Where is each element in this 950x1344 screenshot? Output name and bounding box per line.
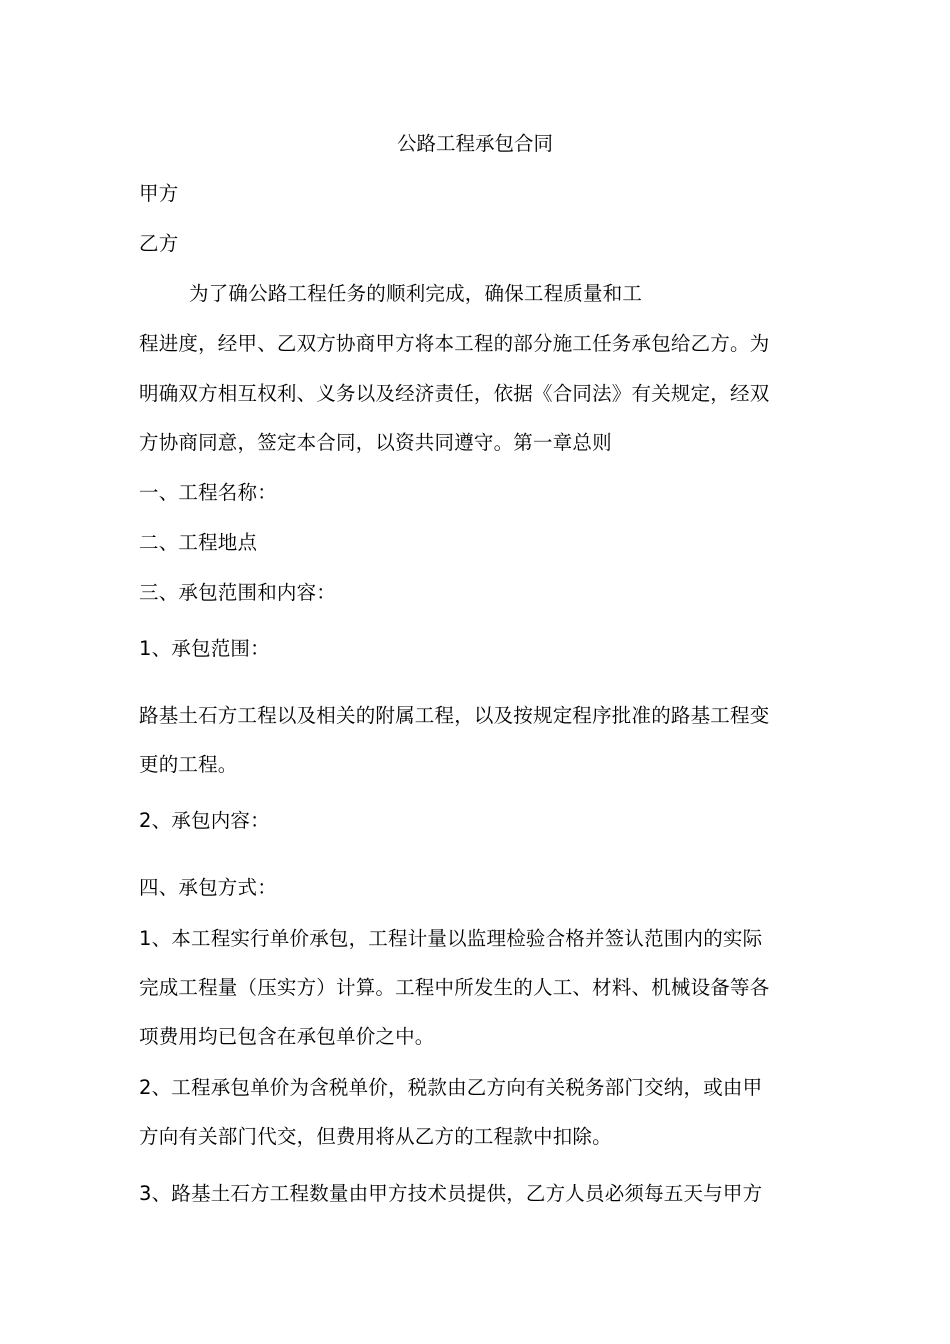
content-label: 2、承包内容： [139,809,270,832]
method-paragraph-2: 方向有关部门代交，但费用将从乙方的工程款中扣除。 [139,1125,612,1148]
scope-label: 1、承包范围： [139,637,270,660]
preamble-line: 方协商同意，签定本合同，以资共同遵守。第一章总则 [139,431,612,454]
party-b-label: 乙方 [139,232,179,255]
scope-text: 路基土石方工程以及相关的附属工程，以及按规定程序批准的路基工程变 [139,704,770,727]
document-title: 公路工程承包合同 [396,132,553,155]
method-paragraph-1: 完成工程量（压实方）计算。工程中所发生的人工、材料、机械设备等各 [139,976,770,999]
party-a-label: 甲方 [139,182,179,205]
section-scope-content: 三、承包范围和内容： [139,581,337,604]
section-project-location: 二、工程地点 [139,531,258,554]
section-project-name: 一、工程名称： [139,481,277,504]
preamble-line: 程进度，经甲、乙双方协商甲方将本工程的部分施工任务承包给乙方。为 [139,332,770,355]
scope-text: 更的工程。 [139,753,238,776]
method-paragraph-3: 3、路基土石方工程数量由甲方技术员提供，乙方人员必须每五天与甲方 [139,1182,763,1205]
section-contract-method: 四、承包方式： [139,876,277,899]
preamble-line: 明确双方相互权利、义务以及经济责任，依据《合同法》有关规定，经双 [139,382,770,405]
method-paragraph-1: 项费用均已包含在承包单价之中。 [139,1025,435,1048]
method-paragraph-1: 1、本工程实行单价承包，工程计量以监理检验合格并签认范围内的实际 [139,927,763,950]
method-paragraph-2: 2、工程承包单价为含税单价，税款由乙方向有关税务部门交纳，或由甲 [139,1076,763,1099]
preamble-line: 为了确公路工程任务的顺利完成，确保工程质量和工 [189,282,643,305]
